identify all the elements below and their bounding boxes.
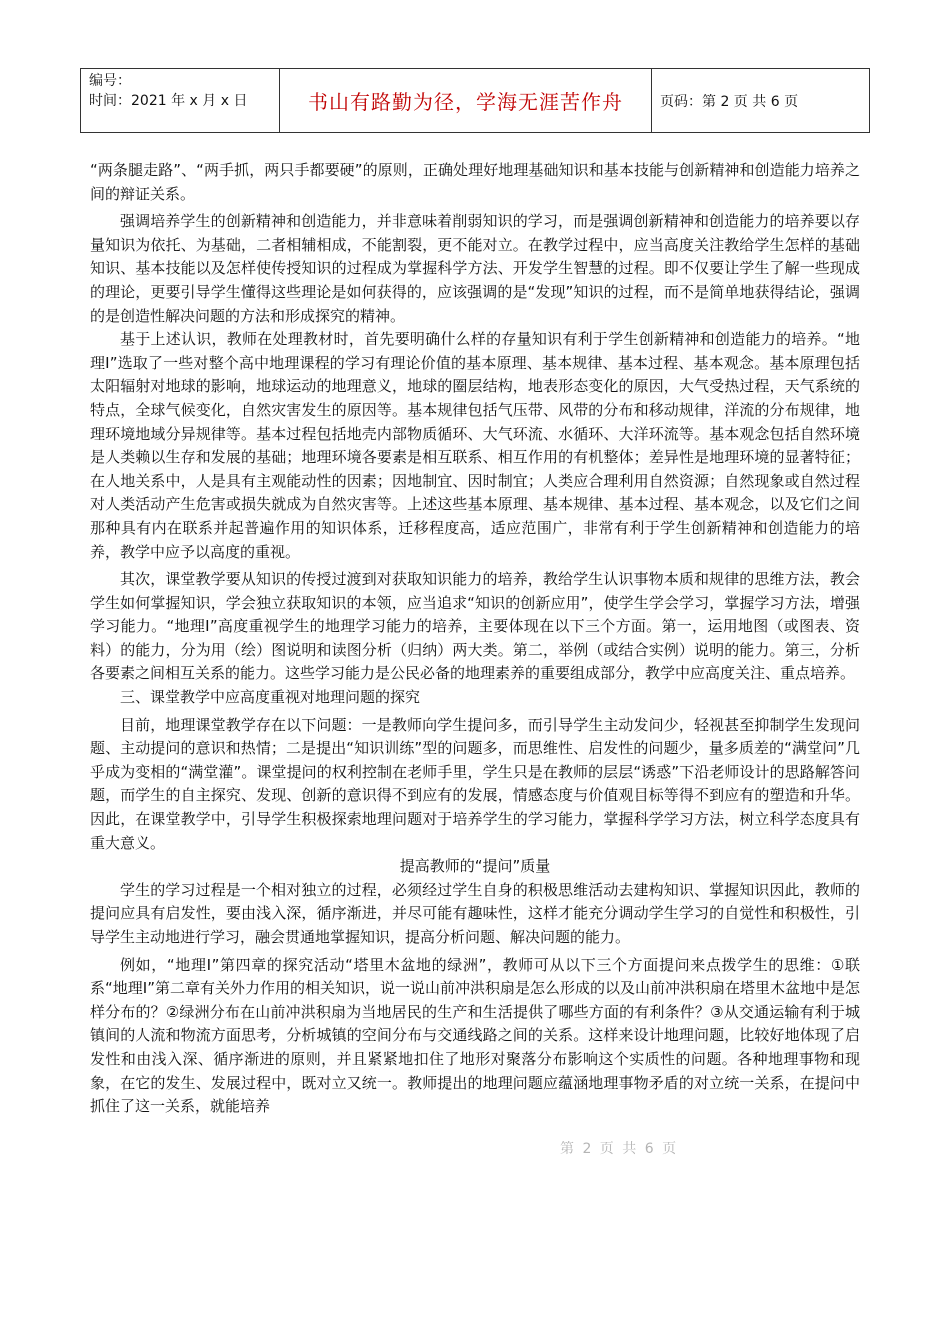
paragraph: 强调培养学生的创新精神和创造能力，并非意味着削弱知识的学习，而是强调创新精神和创造能力的培养要以存量知识为依托、为基础，二者相辅相成，不能割裂，更不能对立。在教学过程中，应当高度关注教给学生怎样的基础知识、基本技能以及怎样使传授知识的过程成为掌握科学方法、开发学生智慧的过程。即不仅要让学生了解一些现成的理论，更要引导学生懂得这些理论是如何获得的，应该强调的是“发现”知识的过程，而不是简单地获得结论，强调的是创造性解决问题的方法和形成探究的精神。 — [90, 212, 860, 325]
document-number-label: 编号： — [89, 73, 131, 89]
header-page-info: 页码：第 2 页 共 6 页 — [652, 69, 870, 132]
paragraph: 其次，课堂教学要从知识的传授过渡到对获取知识能力的培养，教给学生认识事物本质和规律的思维方法，教会学生如何掌握知识，学会独立获取知识的本领，应当追求“知识的创新应用”，使学生学会学习，掌握学习方法，增强学习能力。“地理Ⅰ”高度重视学生的地理学习能力的培养，主要体现在以下三个方面。第一，运用地图（或图表、资料）的能力，分为用（绘）图说明和读图分析（归纳）两大类。第二，举例（或结合实例）说明的能力。第三，分析各要素之间相互关系的能力。这些学习能力是公民必备的地理素养的重要组成部分，教学中应高度关注、重点培养。 — [90, 570, 860, 683]
document-time-label: 时间：2021 年 x 月 x 日 — [89, 93, 248, 109]
header-motto: 书山有路勤为径，学海无涯苦作舟 — [280, 69, 652, 132]
paragraph: 例如，“地理Ⅰ”第四章的探究活动“塔里木盆地的绿洲”，教师可从以下三个方面提问来点拨学生的思维：①联系“地理Ⅰ”第二章有关外力作用的相关知识，说一说山前冲洪积扇是怎么形成的以及山前冲洪积扇在塔里木盆地中是怎样分布的？②绿洲分布在山前冲洪积扇为当地居民的生产和生活提供了哪些方面的有利条件？③从交通运输有利于城镇间的人流和物流方面思考，分析城镇的空间分布与交通线路之间的关系。这样来设计地理问题，比较好地体现了启发性和由浅入深、循序渐进的原则，并且紧紧地扣住了地形对聚落分布影响这个实质性的问题。各种地理事物和现象，在它的发生、发展过程中，既对立又统一。教师提出的地理问题应蕴涵地理事物矛盾的对立统一关系，在提问中抓住了这一关系，就能培养 — [90, 955, 860, 1116]
paragraph: 学生的学习过程是一个相对独立的过程，必须经过学生自身的积极思维活动去建构知识、掌握知识因此，教师的提问应具有启发性，要由浅入深，循序渐进，并尽可能有趣味性，这样才能充分调动学生学习的自觉性和积极性，引导学生主动地进行学习，融会贯通地掌握知识，提高分析问题、解决问题的能力。 — [90, 880, 860, 946]
paragraph: “两条腿走路”、“两手抓，两只手都要硬”的原则，正确处理好地理基础知识和基本技能与创新精神和创造能力培养之间的辩证关系。 — [90, 161, 860, 203]
section-heading: 三、课堂教学中应高度重视对地理问题的探究 — [120, 688, 421, 707]
header-meta — [80, 69, 280, 132]
page-header — [80, 68, 870, 133]
subsection-heading: 提高教师的“提问”质量 — [399, 857, 551, 876]
paragraph: 目前，地理课堂教学存在以下问题：一是教师向学生提问多，而引导学生主动发问少，轻视甚至抑制学生发现问题、主动提问的意识和热情；二是提出“知识训练”型的问题多，而思维性、启发性的问题少，量多质差的“满堂问”几乎成为变相的“满堂灌”。课堂提问的权利控制在老师手里，学生只是在教师的层层“诱惑”下沿老师设计的思路解答问题，而学生的自主探究、发现、创新的意识得不到应有的发展，情感态度与价值观目标等得不到应有的塑造和升华。因此，在课堂教学中，引导学生积极探索地理问题对于培养学生的学习能力，掌握科学学习方法，树立科学态度具有重大意义。 — [90, 715, 860, 852]
page-watermark: 第 2 页 共 6 页 — [560, 1141, 679, 1157]
paragraph: 基于上述认识，教师在处理教材时，首先要明确什么样的存量知识有利于学生创新精神和创造能力的培养。“地理Ⅰ”选取了一些对整个高中地理课程的学习有理论价值的基本原理、基本规律、基本过程、基本观念。基本原理包括太阳辐射对地球的影响，地球运动的地理意义，地球的圈层结构，地表形态变化的原因，大气受热过程，天气系统的特点，全球气候变化，自然灾害发生的原因等。基本规律包括气压带、风带的分布和移动规律，洋流的分布规律，地理环境地域分异规律等。基本过程包括地壳内部物质循环、大气环流、水循环、大洋环流等。基本观念包括自然环境是人类赖以生存和发展的基础；地理环境各要素是相互联系、相互作用的有机整体；差异性是地理环境的显著特征；在人地关系中，人是具有主观能动性的因素；因地制宜、因时制宜；人类应合理利用自然资源；自然现象或自然过程对人类活动产生危害或损失就成为自然灾害等。上述这些基本原理、基本规律、基本过程、基本观念，以及它们之间那种具有内在联系并起普遍作用的知识体系，迁移程度高，适应范围广，非常有利于学生创新精神和创造能力的培养，教学中应予以高度的重视。 — [90, 330, 860, 561]
document-body — [90, 159, 860, 1119]
